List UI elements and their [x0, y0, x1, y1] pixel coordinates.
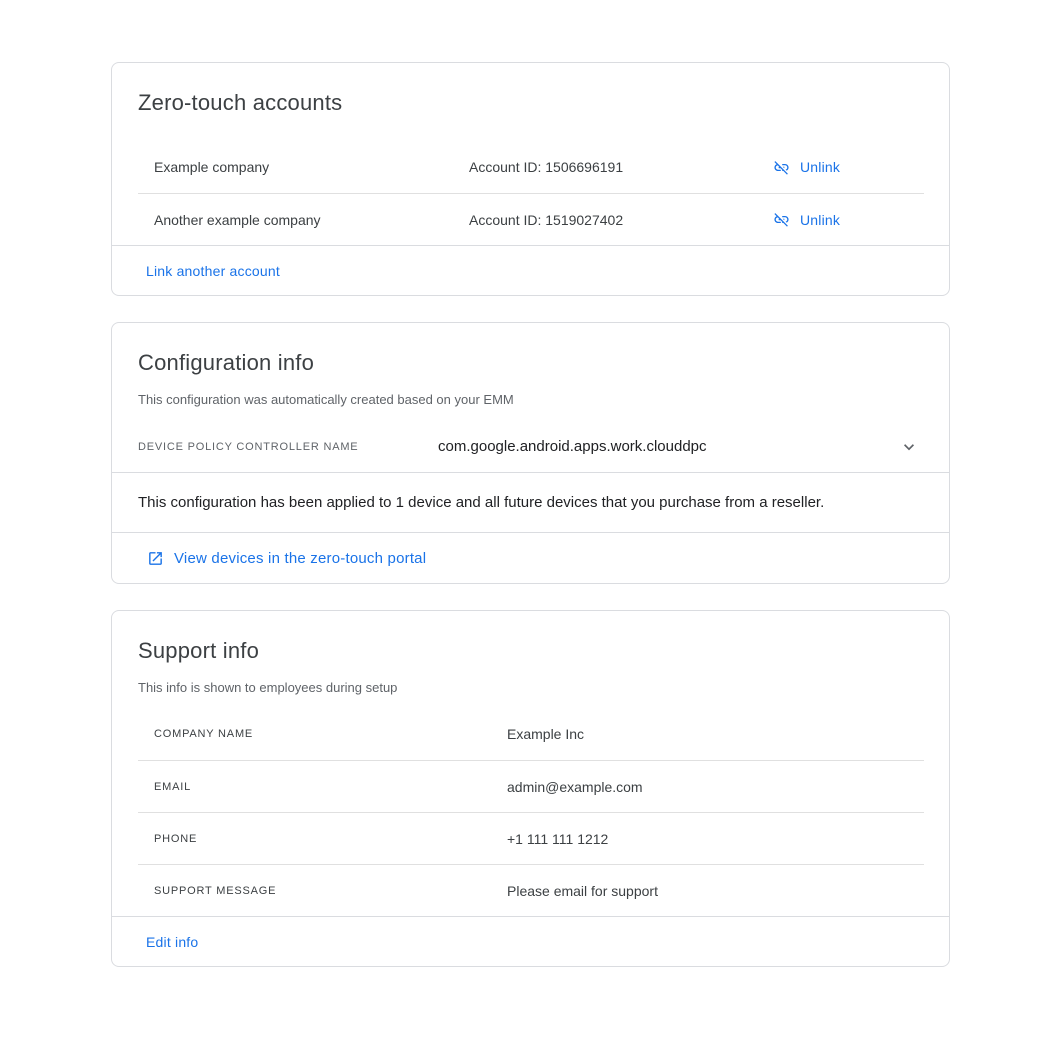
phone-value: +1 111 111 1212: [507, 830, 609, 847]
account-name: Example company: [154, 159, 270, 175]
configuration-card-title: Configuration info: [138, 350, 315, 375]
account-list: [112, 141, 949, 245]
company-name-value: Example Inc: [507, 726, 585, 742]
email-value: admin@example.com: [507, 778, 643, 795]
applied-text: This configuration has been applied to 1 device and all future devices that you purchase from a reseller.: [138, 494, 825, 511]
account-id: Account ID: 1519027402: [469, 211, 624, 228]
company-name-label: COMPANY NAME: [154, 728, 254, 740]
account-id: Account ID: 1506696191: [469, 159, 624, 175]
configuration-card-subtitle: This configuration was automatically created based on your EMM: [138, 392, 514, 407]
support-field-list: [112, 708, 949, 916]
chevron-down-icon[interactable]: [899, 437, 919, 457]
support-field-row: [138, 864, 924, 916]
support-message-value: Please email for support: [507, 882, 658, 899]
unlink-button[interactable]: [773, 159, 840, 176]
support-field-row: [138, 812, 924, 864]
account-row: [138, 141, 924, 193]
support-field-row: [138, 760, 924, 812]
zero-touch-card-title: Zero-touch accounts: [138, 90, 343, 115]
account-row: [138, 193, 924, 245]
dpc-name-label: DEVICE POLICY CONTROLLER NAME: [138, 440, 359, 453]
support-card-title: Support info: [138, 638, 260, 663]
zero-touch-accounts-card: [111, 62, 950, 296]
support-field-row: [138, 708, 924, 760]
support-message-label: SUPPORT MESSAGE: [154, 884, 277, 897]
support-info-card: [111, 610, 950, 967]
device-policy-controller-select[interactable]: [112, 421, 949, 473]
dpc-name-value: com.google.android.apps.work.clouddpc: [438, 438, 707, 455]
view-devices-link[interactable]: [147, 550, 426, 567]
configuration-card-footer: [112, 533, 949, 583]
view-devices-label: View devices in the zero-touch portal: [174, 549, 427, 567]
open-in-new-icon: [147, 550, 164, 567]
configuration-applied-message: [112, 473, 949, 533]
configuration-info-card: [111, 322, 950, 584]
zero-touch-card-footer: [112, 245, 949, 295]
email-label: EMAIL: [154, 780, 192, 793]
unlink-button[interactable]: [773, 211, 840, 228]
support-card-footer: [112, 916, 949, 966]
phone-label: PHONE: [154, 832, 198, 845]
unlink-label: Unlink: [800, 159, 841, 175]
unlink-label: Unlink: [800, 211, 841, 228]
link-off-icon: [773, 211, 790, 228]
support-card-subtitle: This info is shown to employees during setup: [138, 680, 398, 695]
link-another-account-link[interactable]: Link another account: [146, 262, 280, 279]
account-name: Another example company: [154, 211, 321, 228]
edit-info-link[interactable]: Edit info: [146, 933, 199, 950]
link-off-icon: [773, 159, 790, 176]
